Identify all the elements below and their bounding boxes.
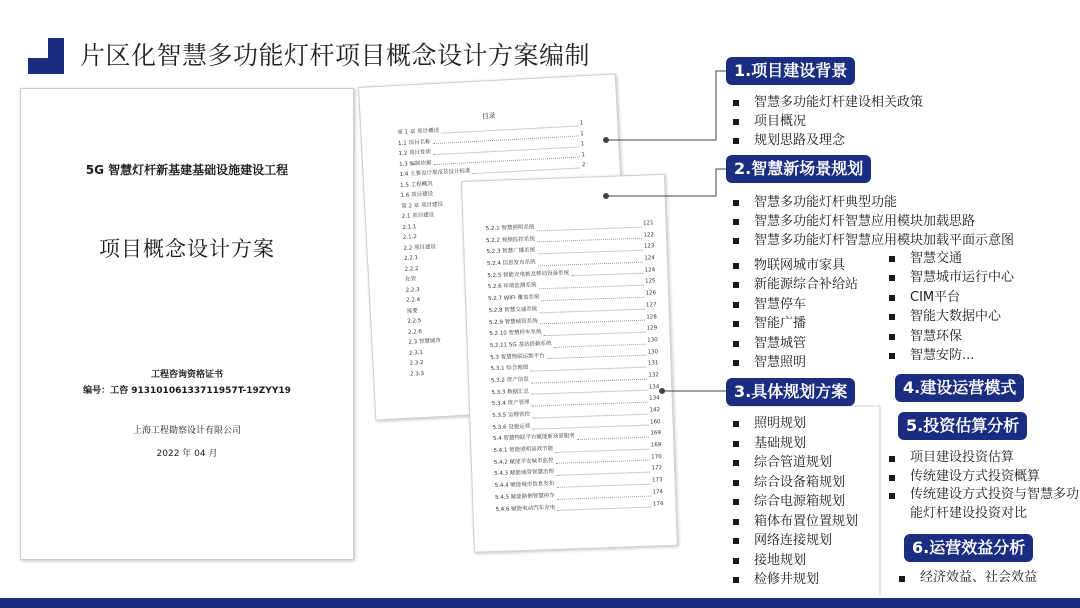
toc-entry-page: 121 <box>642 220 654 227</box>
toc-entry-page: 169 <box>650 430 662 437</box>
toc-entry-title: 1.2 项目性质 <box>398 149 432 157</box>
list-item: 基础规划 <box>728 434 858 454</box>
list-item: 智慧多功能灯杆智慧应用模块加载平面示意图 <box>728 231 1014 250</box>
list-item: 综合设备箱规划 <box>728 473 858 493</box>
section-badge-1: 1.项目建设背景 <box>726 57 855 85</box>
page-title: 片区化智慧多功能灯杆项目概念设计方案编制 <box>80 41 591 70</box>
list-item: 智能大数据中心 <box>884 307 1014 326</box>
toc-entry-title: 1.1 项目名称 <box>397 138 431 147</box>
section-2-right-list <box>884 249 1014 365</box>
toc-entry-title: 1.4 主要设计规范及设计标准 <box>399 168 471 178</box>
toc-entry-title: 2.2.5 <box>407 318 422 325</box>
toc-dot-leader <box>557 499 651 511</box>
toc-entry-title: 5.2.4 信息发布系统 <box>486 259 536 268</box>
toc-entry-title: 2.2.6 <box>407 328 423 336</box>
toc-entry-page: 129 <box>646 325 658 332</box>
toc-entry-title: 5.4.5 赋能路侧智慧停车 <box>494 492 555 501</box>
toc-entry-page: 174 <box>652 500 664 507</box>
list-item: 综合管道规划 <box>728 453 858 473</box>
list-item: 综合电源箱规划 <box>728 492 858 512</box>
section-badge-6: 6.运营效益分析 <box>904 534 1033 562</box>
toc-entry-title: 1.3 编制依据 <box>398 159 432 168</box>
list-item: 箱体布置位置规划 <box>728 512 858 532</box>
list-item: 项目建设投资估算 <box>884 449 1080 468</box>
toc-entry-page: 1 <box>580 141 585 148</box>
toc-entry-title: 1.6 项目建设 <box>400 191 434 199</box>
toc-entry-page: 126 <box>645 290 657 297</box>
toc-entry-title: 5.2.8 智慧交通系统 <box>488 306 538 314</box>
list-item: 照明规划 <box>728 414 858 434</box>
toc-entry-title: 2.1.2 <box>402 234 418 241</box>
section-6-list <box>894 569 1037 587</box>
toc-entry-page: 2 <box>581 162 586 169</box>
toc-dot-leader <box>557 487 651 499</box>
list-item: 智慧环保 <box>884 327 1014 346</box>
list-item: 智慧多功能灯杆智慧应用模块加载思路 <box>728 212 1014 231</box>
toc-entry-title: 5.2.6 环境监测系统 <box>487 282 537 291</box>
toc-entry-title: 5.4.6 赋能电动汽车充电 <box>495 504 556 513</box>
toc-entry-page: 1 <box>580 130 584 137</box>
toc-dot-leader <box>556 464 650 476</box>
toc-entry-title: 5.4 智慧物联平台赋能新场景服务 <box>492 433 576 443</box>
connector-line <box>606 71 726 140</box>
toc-entry-title: 5.4.3 赋能城管智慧治理 <box>494 469 555 478</box>
toc-entry-title: 5.2.7 WIFI 覆盖系统 <box>488 294 540 303</box>
toc-entry-title: 2.3.1 <box>408 349 424 357</box>
toc-entry-page: 124 <box>644 255 655 262</box>
section-2-list <box>728 193 1014 250</box>
list-item: 智慧多功能灯杆典型功能 <box>728 193 1014 212</box>
toc-entry-page: 123 <box>643 243 655 251</box>
toc-entry-title: 5.4.1 智能照明高效节能 <box>493 446 554 455</box>
list-item: 网络连接规划 <box>728 531 858 551</box>
list-item: 新能源综合补给站 <box>728 275 858 294</box>
list-item: 接地规划 <box>728 551 858 571</box>
list-item: 项目概况 <box>728 112 923 131</box>
cover-cert-label: 工程咨询资格证书 <box>150 370 223 380</box>
section-3-list <box>728 414 858 590</box>
toc-entry-page: 127 <box>645 302 657 309</box>
toc-entry-title: 5.3.3 数据汇总 <box>491 388 530 396</box>
section-1-list <box>728 93 923 150</box>
toc-dot-leader <box>556 476 650 488</box>
list-item: 传统建设方式投资与智慧多功能灯杆建设投资对比 <box>884 486 1080 523</box>
toc-entry-title: 5.2.10 智慧停车系统 <box>489 329 542 338</box>
toc-entry-title: 2.3 智慧城市 <box>408 338 442 346</box>
toc-entry-title: 5.3.6 设施运营 <box>492 423 531 431</box>
toc-dot-leader <box>553 336 645 348</box>
toc-entry-title: 5.2.1 智慧照明系统 <box>485 224 535 233</box>
toc-entry-page: 134 <box>649 395 660 402</box>
toc-entry-title: 2.2.3 <box>405 286 420 294</box>
toc-entry-page: 170 <box>651 453 662 461</box>
list-item: 智慧多功能灯杆建设相关政策 <box>728 93 923 112</box>
list-item: 传统建设方式投资概算 <box>884 468 1080 487</box>
list-item: 智慧停车 <box>728 295 858 314</box>
toc-entry-title: 2.1 项目建设 <box>401 212 435 220</box>
toc-entry-title: 5.3.5 运维管控 <box>492 411 531 420</box>
list-item: 经济效益、社会效益 <box>894 569 1037 587</box>
toc-entry-title: 2.2 项目建设 <box>403 243 437 252</box>
toc-entry-title: 5.2.11 5G 基站搭载系统 <box>489 340 552 349</box>
list-item: 智能广播 <box>728 314 858 333</box>
toc-entry-page: 160 <box>649 418 661 426</box>
bottom-bar <box>0 598 1080 608</box>
toc-entry-page: 131 <box>647 360 659 367</box>
toc-entry-title: 5.3 智慧物联运维平台 <box>490 352 545 361</box>
list-item: 规划思路及理念 <box>728 131 923 150</box>
toc-entry-title: 5.4.2 赋能平安城市监控 <box>493 457 554 466</box>
toc-entry-title: 1.5 工程概况 <box>400 180 433 189</box>
list-item: 物联网城市家具 <box>728 256 858 275</box>
toc-entry-page: 124 <box>644 267 656 274</box>
toc-entry-page: 1 <box>581 151 586 158</box>
toc-entry-title: 5.2.3 智慧广播系统 <box>486 247 536 256</box>
cover-cert-number: 编号：工咨 91310106133711957T-19ZYY19 <box>83 386 291 396</box>
title-accent-square <box>28 38 64 74</box>
toc-entry-title: 第 2 章 项目建设 <box>401 201 444 210</box>
section-5-list <box>884 449 1080 523</box>
toc-entry-title: 5.3.4 资产管理 <box>491 400 530 408</box>
toc-entry-title: 2.3.3 <box>409 370 425 378</box>
toc-dot-leader <box>536 219 641 231</box>
toc-entry-page: 134 <box>648 383 660 391</box>
toc-entry-title: 5.4.4 赋能城市信息发布 <box>494 481 555 490</box>
toc-entry-page: 169 <box>650 442 662 449</box>
section-badge-4: 4.建设运营模式 <box>895 374 1024 402</box>
toc-entries <box>486 218 664 516</box>
section-2-left-list <box>728 256 858 372</box>
toc-page-2 <box>461 174 678 553</box>
toc-entry-page: 122 <box>643 231 655 239</box>
toc-entry-title: 需要 <box>406 307 418 315</box>
toc-dot-leader <box>555 441 649 453</box>
toc-entry-title: 2.1.1 <box>402 223 417 231</box>
cover-project-name: 5G 智慧灯杆新基建基础设施建设工程 <box>85 163 289 177</box>
toc-dot-leader <box>577 429 649 440</box>
toc-entry-title: 化管 <box>404 276 417 283</box>
toc-entry-page: 132 <box>648 372 660 379</box>
toc-entry-title: 2.2.4 <box>406 297 421 304</box>
list-item: 智慧安防... <box>884 346 1014 365</box>
toc-entry-page: 130 <box>647 337 658 344</box>
toc-entry-title: 2.2.2 <box>404 265 419 273</box>
toc-entry-title: 5.3.1 综合地图 <box>490 365 529 373</box>
list-item: 智慧城市运行中心 <box>884 268 1014 287</box>
cover-subtitle: 项目概念设计方案 <box>99 237 275 261</box>
list-item: CIM平台 <box>884 288 1014 307</box>
toc-entry-page: 125 <box>645 278 656 286</box>
section-badge-3: 3.具体规划方案 <box>726 378 855 406</box>
toc-entry-page: 130 <box>647 348 659 356</box>
list-item: 智慧交通 <box>884 249 1014 268</box>
toc-entry-page: 172 <box>651 465 663 472</box>
toc-entry-page: 173 <box>651 477 663 484</box>
toc-entry-title: 2.2.1 <box>403 255 419 262</box>
toc-entry-title: 5.2.5 智能充电桩及移动设备系统 <box>487 270 570 279</box>
toc-entry-page: 174 <box>652 488 664 496</box>
toc-entry-title: 5.2.2 视频监控系统 <box>485 236 535 244</box>
toc-entry-page: 128 <box>646 313 657 321</box>
toc-label: 目录 <box>481 111 496 121</box>
cover-date: 2022 年 04 月 <box>156 449 218 459</box>
section-badge-5: 5.投资估算分析 <box>898 412 1027 440</box>
section-badge-2: 2.智慧新场景规划 <box>726 155 871 183</box>
toc-dot-leader <box>571 265 643 276</box>
toc-entry-title: 5.3.2 资产信息 <box>490 376 529 385</box>
toc-entry-title: 2.3.2 <box>409 359 424 367</box>
list-item: 智慧城管 <box>728 334 858 353</box>
toc-entry-title: 5.2.9 智慧城管系统 <box>488 317 538 326</box>
cover-company: 上海工程勘察设计有限公司 <box>132 426 241 436</box>
list-item: 检修井规划 <box>728 570 858 590</box>
list-item: 智慧照明 <box>728 353 858 372</box>
toc-entry-title: 第 1 章 项目概述 <box>397 127 440 136</box>
toc-entry-page: 142 <box>649 407 661 414</box>
toc-dot-leader <box>555 452 649 464</box>
toc-entry-page: 1 <box>579 120 584 127</box>
cover-document <box>20 88 354 560</box>
